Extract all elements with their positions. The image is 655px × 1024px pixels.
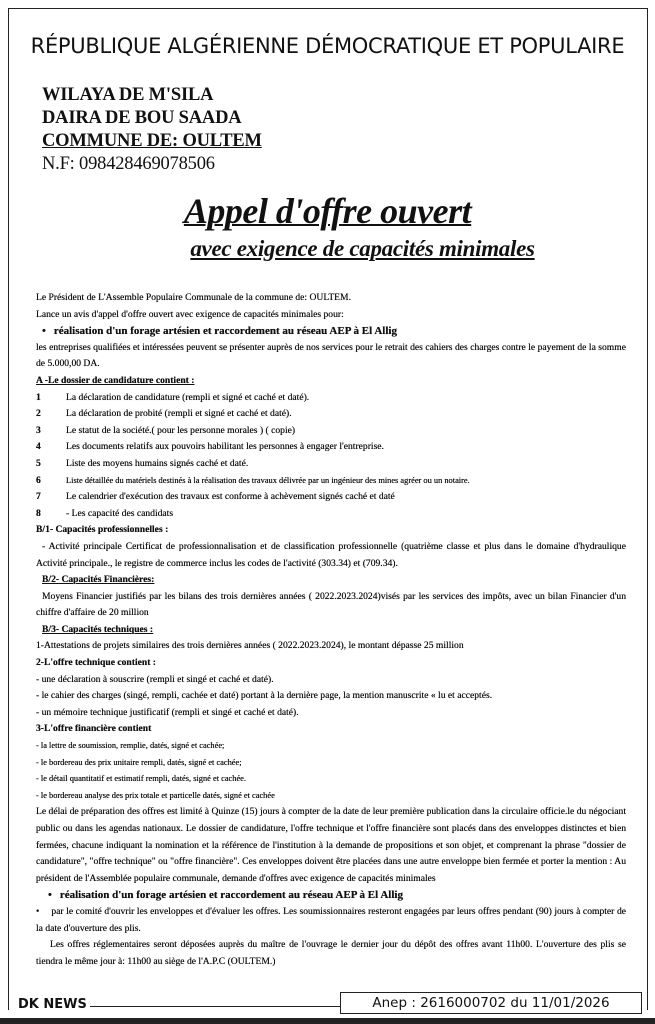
item-number: 4: [36, 441, 41, 453]
republic-heading: RÉPUBLIQUE ALGÉRIENNE DÉMOCRATIQUE ET POPULAIRE: [30, 34, 625, 58]
item-number: 5: [36, 457, 41, 469]
b3-title: B/3- Capacités techniques :: [42, 623, 154, 635]
item-number: 6: [36, 474, 41, 486]
item-number: 1: [36, 391, 41, 403]
tech-item: - un mémoire technique justificatif (rempli et singé et caché et daté).: [36, 706, 299, 718]
notice-title: Appel d'offre ouvert: [183, 191, 472, 231]
b1-title: B/1- Capacités professionnelles :: [36, 524, 169, 536]
daira: DAIRA DE BOU SAADA: [42, 108, 242, 128]
delay-paragraph: Le délai de préparation des offres est limité à Quinze (15) jours à compter de la date de leur première publication dans la circulaire officie.le du négociant public ou dans les agendas nationaux. Le dossier de candidature, l'offre technique et l'offre financière sont placés dans des enveloppes distinctes et bien fermées, chacune indiquant la nomination et la référence de l'institution à la demande de propositions et son objet, et comprenant la phrase "dossier de candidature", "offre technique" ou "offre financière". Ces enveloppes doivent être placées dans une autre enveloppe bien fermée et porter la mention : Au président de l'Assemblée populaire communale, demande d'offres avec exigence de capacités minimales: [36, 806, 626, 884]
wilaya: WILAYA DE M'SILA: [42, 85, 214, 105]
intro-paragraph: les entreprises qualifiées et intéressées peuvent se présenter auprès de nos services pour le retrait des cahiers des charges contre le payement de la somme de 5.000,00 DA.: [36, 341, 626, 370]
item-text: La déclaration de probité (rempli et signé et caché et daté).: [66, 408, 292, 420]
candidature-item: [36, 506, 626, 523]
candidature-item: [36, 423, 626, 440]
project-bullet: • réalisation d'un forage artésien et raccordement au réseau AEP à El Allig: [36, 323, 626, 340]
section-a-title: A -Le dossier de candidature contient :: [36, 374, 195, 386]
intro-line: Le Président de L'Assemble Populaire Communale de la commune de: OULTEM.: [36, 292, 351, 303]
candidature-item: [36, 390, 626, 407]
b2-text: Moyens Financier justifiés par les bilans des trois dernières années ( 2022.2023.2024)visés par les services des impôts, avec un bilan Financier d'un chiffre d'affaire de 20 million: [36, 590, 626, 619]
fin-item: - le détail quantitatif et estimatif rempli, datés, signé et cachée.: [36, 774, 246, 784]
tech-item: - le cahier des charges (singé, rempli, cachée et daté) portant à la dernière page, la mention manuscrite « lu et acceptés.: [36, 690, 493, 702]
nif: N.F: 098428469078506: [42, 154, 215, 174]
project-bullet-2: • réalisation d'un forage artésien et raccordement au réseau AEP à El Allig: [42, 887, 626, 904]
anep-reference: Anep : 2616000702 du 11/01/2026: [340, 992, 642, 1014]
fin-item: - la lettre de soumission, remplie, datés, signé et cachée;: [36, 741, 225, 751]
item-text: Liste détaillée du matériels destinés à la réalisation des travaux délivrée par un ingénieur des mines agréer ou un notaire.: [66, 475, 470, 485]
item-text: Le calendrier d'exécution des travaux est conforme à achèvement signés caché et daté: [66, 491, 395, 503]
item-text: La déclaration de candidature (rempli et signé et caché et daté).: [66, 391, 310, 403]
b1-text: - Activité principale Certificat de professionnalisation et de classification professionnelle (quatrième classe et plus dans le domaine d'hydraulique Activité principale., le registre de commerce inclus les codes de l'activité (303.34) et (709.34).: [36, 540, 626, 569]
tech-item: - une déclaration à souscrire (rempli et singé et caché et daté).: [36, 673, 274, 685]
issuer-block: [42, 84, 262, 176]
item-number: 7: [36, 491, 41, 503]
item-number: 8: [36, 507, 41, 519]
deposit-paragraph: Les offres réglementaires seront déposées auprès du maître de l'ouvrage le dernier jour du dépôt des offres avant 11h00. L'ouverture des plis se tiendra le même jour à: 11h00 au siège de l'A.P.C (OULTEM.): [36, 939, 626, 967]
candidature-item: [36, 456, 626, 473]
commune: COMMUNE DE: OULTEM: [42, 131, 262, 151]
candidature-item: [36, 489, 626, 506]
item-number: 3: [36, 424, 41, 436]
intro-line: Lance un avis d'appel d'offre ouvert avec exigence de capacités minimales pour:: [36, 308, 344, 320]
item-text: Les documents relatifs aux pouvoirs habilitant les personnes à engager l'entreprise.: [66, 441, 384, 453]
fin-title: 3-L'offre financière contient: [36, 723, 152, 735]
section-a-list: [36, 390, 626, 523]
notice-body: [36, 290, 626, 970]
b3-text: 1-Attestations de projets similaires des trois dernières années ( 2022.2023.2024), le montant dépasse 25 million: [36, 640, 464, 652]
candidature-item: [36, 439, 626, 456]
b2-title: B/2- Capacités Financières:: [42, 574, 155, 586]
notice-subtitle: avec exigence de capacités minimales: [190, 236, 535, 261]
committee-text: par le comité d'ouvrir les enveloppes et d'évaluer les offres. Les soumissionnaires resteront engagées par leurs offres pendant (90) jours à compter de la date d'ouverture des plis.: [36, 905, 626, 934]
item-text: Liste des moyens humains signés caché et daté.: [66, 457, 249, 469]
candidature-item: [36, 406, 626, 423]
fin-item: - le bordereau des prix unitaire rempli, datés, signé et cachée;: [36, 757, 242, 767]
bottom-rule: [0, 1018, 655, 1024]
footer-rule: [90, 1006, 340, 1007]
fin-item: - le bordereau analyse des prix totale et particelle datés, signé et cachée: [36, 790, 275, 800]
source-label: DK NEWS: [18, 997, 87, 1012]
item-number: 2: [36, 408, 41, 420]
item-text: Le statut de la société.( pour les personne morales ) ( copie): [66, 424, 296, 436]
committee-paragraph: • par le comité d'ouvrir les enveloppes et d'évaluer les offres. Les soumissionnaires resteront engagées par leurs offres pendant (90) jours à compter de la date d'ouverture des plis.: [36, 905, 626, 934]
candidature-item: [36, 473, 626, 490]
tech-title: 2-L'offre technique contient :: [36, 657, 156, 669]
item-text: - Les capacité des candidats: [66, 507, 174, 519]
